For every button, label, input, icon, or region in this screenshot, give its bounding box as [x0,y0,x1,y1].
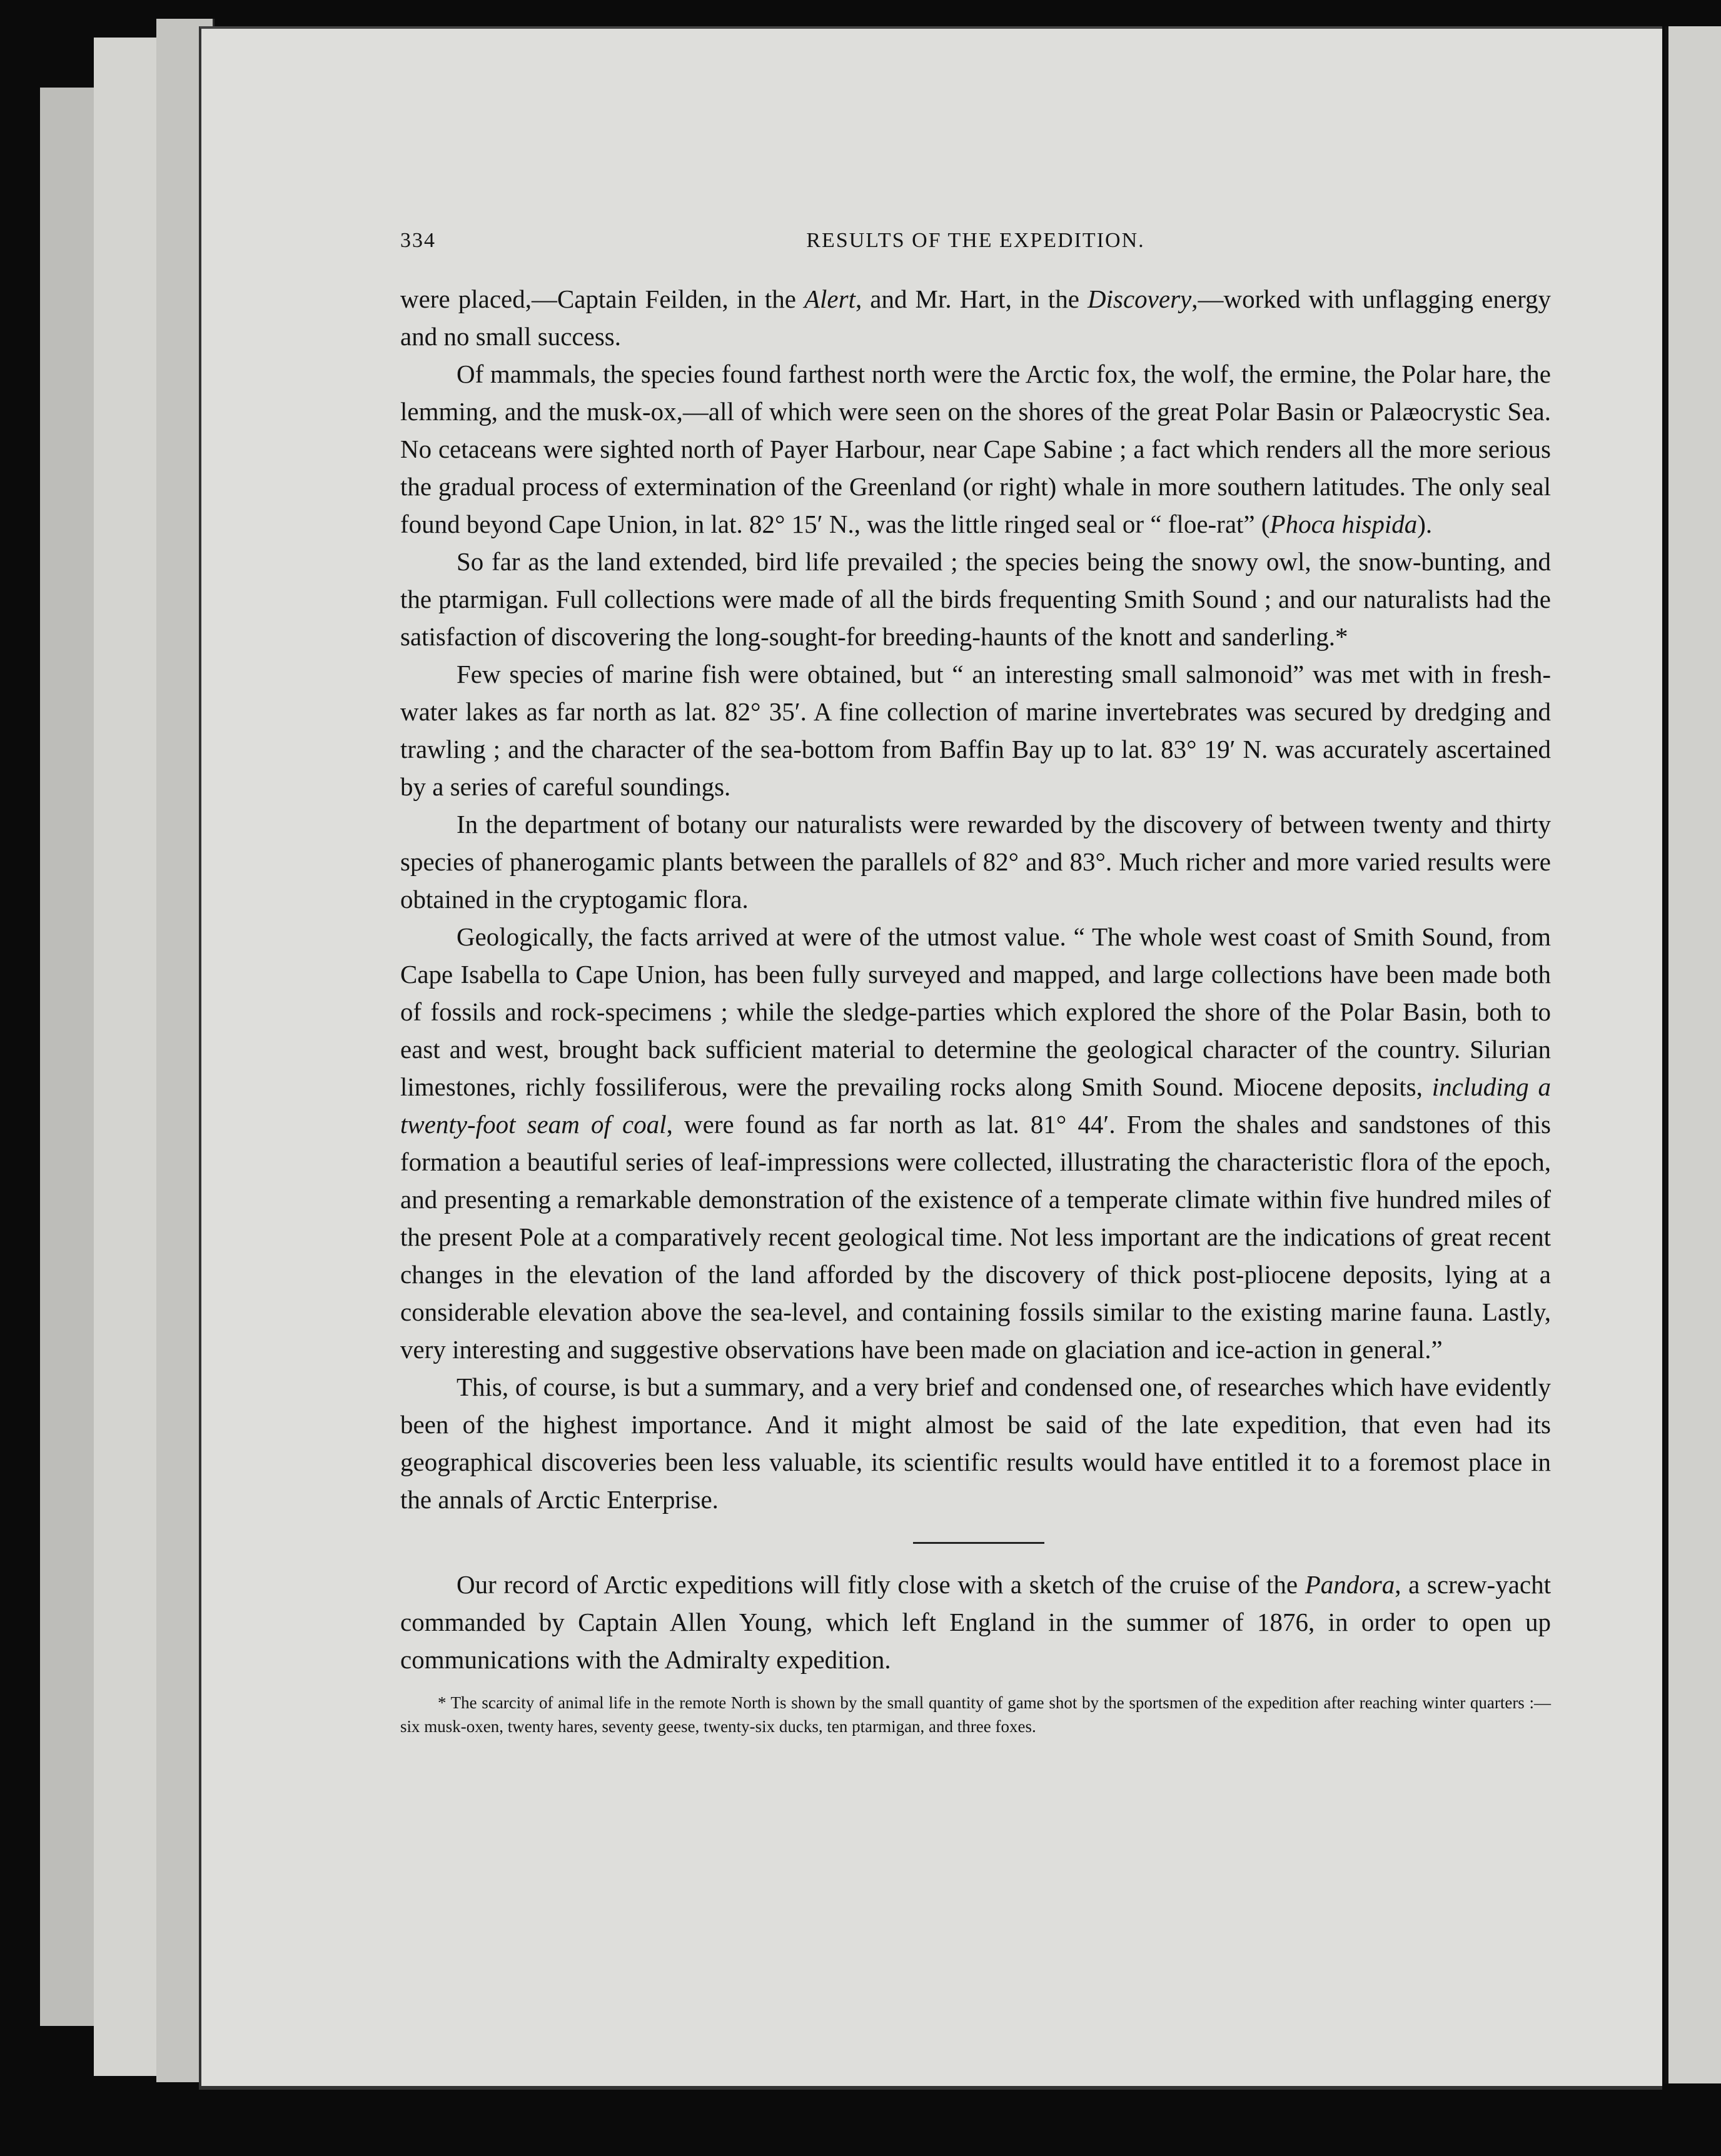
paragraph: Of mammals, the species found farthest north were the Arctic fox, the wolf, the ermine, the Polar hare, the lemming, and the musk-ox,—all of which were seen on the shores of the great Polar Basin or Palæocrystic Sea. No cetaceans were sighted north of Payer Harbour, near Cape Sabine ; a fact which renders all the more serious the gradual process of extermination of the Greenland (or right) whale in more southern latitudes. The only seal found beyond Cape Union, in lat. 82° 15′ N., was the little ringed seal or “ floe-rat” (Phoca hispida). [400,360,1551,538]
book-page [199,26,1662,2090]
footnote: * The scarcity of animal life in the remote North is shown by the small quantity of game shot by the sportsmen of the expedition after reaching winter quarters :—six musk-oxen, twenty hares, seventy geese, twenty-six ducks, ten ptarmigan, and three foxes. [400,1693,1551,1736]
divider-rule [913,1542,1044,1544]
italic-text: Alert [804,285,855,313]
italic-text: including a twenty-foot seam of coal [400,1072,1551,1139]
page-header [400,229,1551,260]
paragraph: were placed,—Captain Feilden, in the Alert, and Mr. Hart, in the Discovery,—worked with unflagging energy and no small success. [400,285,1551,351]
closing-paragraph-container [400,1566,1551,1678]
paragraph-list [400,280,1551,1518]
body-text [400,280,1551,1738]
italic-text: Pandora [1305,1570,1395,1599]
page-number: 334 [400,229,436,252]
paragraph: Few species of marine fish were obtained, but “ an interesting small salmonoid” was met with in fresh-water lakes as far north as lat. 82° 35′. A fine collection of marine invertebrates was secured by dredging and trawling ; and the character of the sea-bottom from Baffin Bay up to lat. 83° 19′ N. was accurately ascertained by a series of careful soundings. [400,660,1551,801]
paragraph: In the department of botany our naturalists were rewarded by the discovery of between twenty and thirty species of phanerogamic plants between the parallels of 82° and 83°. Much richer and more varied results were obtained in the cryptogamic flora. [400,810,1551,914]
italic-text: Phoca hispida [1269,510,1418,538]
closing-paragraph: Our record of Arctic expeditions will fitly close with a sketch of the cruise of the Pandora, a screw-yacht commanded by Captain Allen Young, which left England in the summer of 1876, in order to open up communications with the Admiralty expedition. [400,1570,1551,1674]
paragraph: Geologically, the facts arrived at were of the utmost value. “ The whole west coast of Smith Sound, from Cape Isabella to Cape Union, has been fully surveyed and mapped, and large collections have been made both of fossils and rock-specimens ; while the sledge-parties which explored the shore of the Polar Basin, both to east and west, brought back sufficient material to determine the geological character of the country. Silurian limestones, richly fossiliferous, were the prevailing rocks along Smith Sound. Miocene deposits, including a twenty-foot seam of coal, were found as far north as lat. 81° 44′. From the shales and sandstones of this formation a beautiful series of leaf-impressions were collected, illustrating the characteristic flora of the epoch, and presenting a remarkable demonstration of the existence of a temperate climate within five hundred miles of the present Pole at a comparatively recent geological time. Not less important are the indications of great recent changes in the elevation of the land afforded by the discovery of thick post-pliocene deposits, lying at a considerable elevation above the sea-level, and containing fossils similar to the existing marine fauna. Lastly, very interesting and suggestive observations have been made on glaciation and ice-action in general.” [400,922,1551,1364]
facing-page-edge [1665,26,1721,2083]
paragraph: This, of course, is but a summary, and a very brief and condensed one, of researches which have evidently been of the highest importance. And it might almost be said of the late expedition, that even had its geographical discoveries been less valuable, its scientific results would have entitled it to a foremost place in the annals of Arctic Enterprise. [400,1373,1551,1514]
running-title: RESULTS OF THE EXPEDITION. [806,229,1145,252]
paragraph: So far as the land extended, bird life prevailed ; the species being the snowy owl, the snow-bunting, and the ptarmigan. Full collections were made of all the birds frequenting Smith Sound ; and our naturalists had the satisfaction of discovering the long-sought-for breeding-haunts of the knott and sanderling.* [400,547,1551,651]
italic-text: Discovery [1088,285,1192,313]
section-divider [400,1518,1551,1566]
